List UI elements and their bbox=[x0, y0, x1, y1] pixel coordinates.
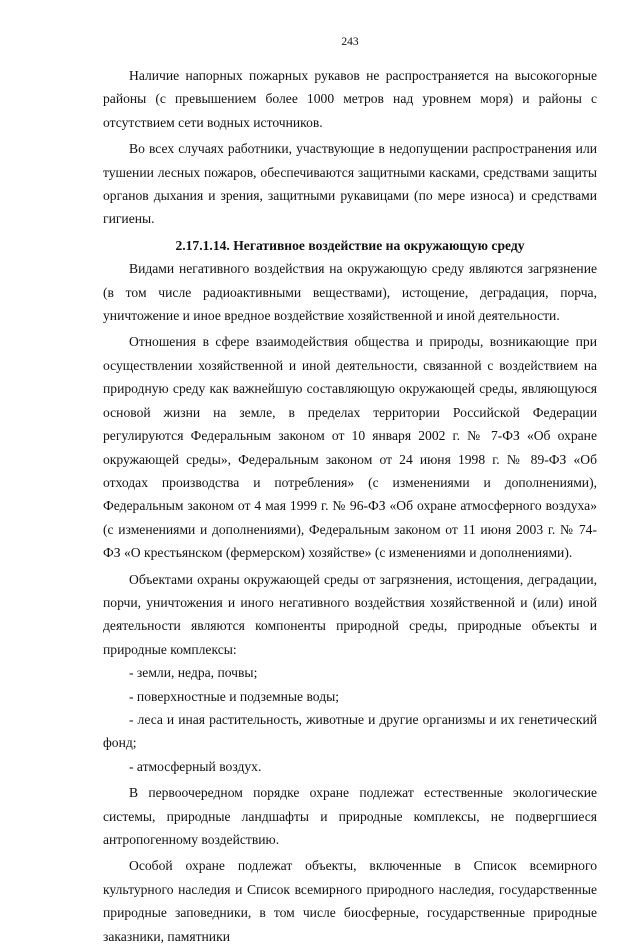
list-item: - леса и иная растительность, животные и другие организмы и их генетический фонд; bbox=[103, 711, 597, 751]
paragraph-priority-protection: В первоочередном порядке охране подлежат естественные экологические системы, природные ландшафты и природные комплексы, не подвергшиеся антропогенному воздействию. bbox=[103, 785, 597, 847]
paragraph-protective-equipment: Во всех случаях работники, участвующие в недопущении распространения или тушении лесных пожаров, обеспечиваются защитными касками, средствами защиты органов дыхания и зрения, защитными рукавицами (по мере износа) и средствами гигиены. bbox=[103, 141, 597, 227]
list-item: - земли, недра, почвы; bbox=[129, 665, 258, 681]
list-item: - атмосферный воздух. bbox=[129, 758, 262, 774]
protected-components-list bbox=[103, 661, 597, 778]
paragraph-impact-types: Видами негативного воздействия на окружающую среду являются загрязнение (в том числе радиоактивными веществами), истощение, деградация, порча, уничтожение и иное вредное воздействие хозяйственной и иной деятельности. bbox=[103, 261, 597, 324]
paragraph-fire-hoses: Наличие напорных пожарных рукавов не распространяется на высокогорные районы (с превышением более 1000 метров над уровнем моря) и районы с отсутствием сети водных источников. bbox=[103, 68, 597, 130]
list-item: - поверхностные и подземные воды; bbox=[129, 688, 340, 704]
paragraph-protected-objects: Объектами охраны окружающей среды от загрязнения, истощения, деградации, порчи, уничтожения и иного негативного воздействия хозяйственной и (или) иной деятельности являются компоненты природной среды, природные объекты и природные комплексы: bbox=[103, 571, 597, 657]
section-heading: 2.17.1.14. Негативное воздействие на окружающую среду bbox=[175, 237, 525, 253]
page-number: 243 bbox=[341, 36, 359, 48]
paragraph-legal-framework: Отношения в сфере взаимодействия общества и природы, возникающие при осуществлении хозяйственной и иной деятельности, связанной с воздействием на природную среду как важнейшую составляющую окружающей среды, являющуюся основой жизни на земле, в пределах территории Российской Федерации регулируются Федеральным законом от 10 января 2002 г. № 7-ФЗ «Об охране окружающей среды», Федеральным законом от 24 июня 1998 г. № 89-ФЗ «Об отходах производства и потребления» (с изменениями и дополнениями), Федеральным законом от 4 мая 1999 г. № 96-ФЗ «Об охране атмосферного воздуха» (с изменениями и дополнениями), Федеральным законом от 11 июня 2003 г. № 74-ФЗ «О крестьянском (фермерском) хозяйстве» (с изменениями и дополнениями). bbox=[103, 334, 597, 561]
page-content bbox=[103, 64, 597, 948]
paragraph-special-protection: Особой охране подлежат объекты, включенные в Список всемирного культурного наследия и Список всемирного природного наследия, государственные природные заповедники, в том числе биосферные, государственные природные заказники, памятники bbox=[103, 858, 597, 944]
